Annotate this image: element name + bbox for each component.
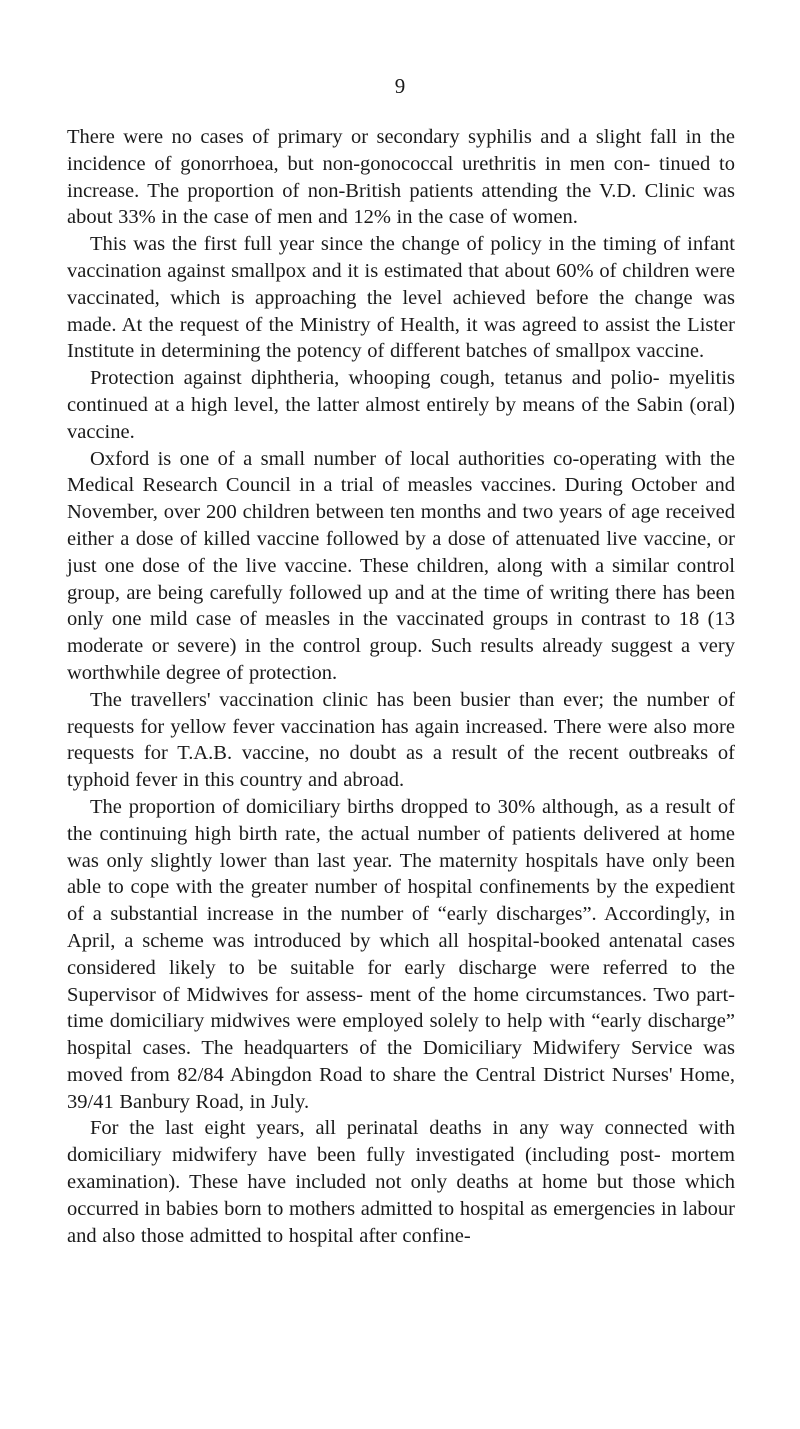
paragraph-travellers-clinic: The travellers' vaccination clinic has been busier than ever; the number of requests for yellow fever vaccination has again increased. There were also more requests for T.A.B. vaccine, no doubt as a result of the recent outbreaks of typhoid fever in this country and abroad. — [67, 688, 735, 792]
paragraph-domiciliary-births: The proportion of domiciliary births dropped to 30% although, as a result of the continuing high birth rate, the actual number of patients delivered at home was only slightly lower than last year. The maternity hospitals have only been able to cope with the greater number of hospital confinements by the expedient of a substantial increase in the number of “early discharges”. Accordingly, in April, a scheme was introduced by which all hospital-booked antenatal cases considered likely to be suitable for early discharge were referred to the Supervisor of Midwives for assess- ment of the home circumstances. Two part-time domiciliary midwives were employed solely to help with “early discharge” hospital cases. The headquarters of the Domiciliary Midwifery Service was moved from 82/84 Abingdon Road to share the Central District Nurses' Home, 39/41 Banbury Road, in July. — [67, 795, 735, 1113]
paragraph-perinatal-deaths: For the last eight years, all perinatal deaths in any way connected with domiciliary midwifery have been fully investigated (including post- mortem examination). These have included not only deaths at home but those which occurred in babies born to mothers admitted to hospital as emergencies in labour and also those admitted to hospital after confine- — [67, 1117, 735, 1247]
paragraph-smallpox-vaccination: This was the first full year since the change of policy in the timing of infant vaccination against smallpox and it is estimated that about 60% of children were vaccinated, which is approaching the level achieved before the change was made. At the request of the Ministry of Health, it was agreed to assist the Lister Institute in determining the potency of different batches of smallpox vaccine. — [67, 233, 735, 363]
body-text — [67, 124, 735, 1249]
paragraph-diphtheria-protection: Protection against diphtheria, whooping cough, tetanus and polio- myelitis continued at a high level, the latter almost entirely by means of the Sabin (oral) vaccine. — [67, 367, 735, 443]
paragraph-measles-trial: Oxford is one of a small number of local authorities co-operating with the Medical Research Council in a trial of measles vaccines. During October and November, over 200 children between ten months and two years of age received either a dose of killed vaccine followed by a dose of attenuated live vaccine, or just one dose of the live vaccine. These children, along with a similar control group, are being carefully followed up and at the time of writing there has been only one mild case of measles in the vaccinated groups in contrast to 18 (13 moderate or severe) in the control group. Such results already suggest a very worthwhile degree of protection. — [67, 447, 735, 684]
paragraph-vd-clinic: There were no cases of primary or secondary syphilis and a slight fall in the incidence of gonorrhoea, but non-gonococcal urethritis in men con- tinued to increase. The proportion of non-British patients attending the V.D. Clinic was about 33% in the case of men and 12% in the case of women. — [67, 126, 735, 229]
page-number: 9 — [394, 74, 406, 98]
